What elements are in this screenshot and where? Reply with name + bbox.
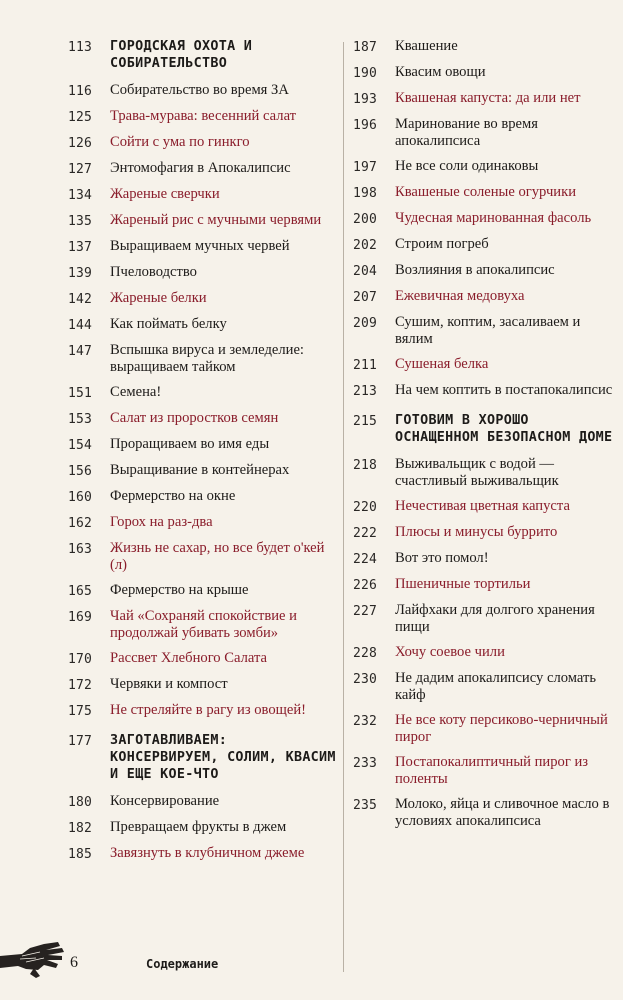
toc-entry-title: Квашение bbox=[395, 38, 458, 54]
toc-entry bbox=[68, 134, 336, 152]
toc-entry-title: ГОТОВИМ В ХОРОШО ОСНАЩЕННОМ БЕЗОПАСНОМ ДОМЕ bbox=[395, 413, 613, 445]
toc-page-number: 165 bbox=[68, 584, 93, 599]
toc-entry bbox=[68, 650, 336, 668]
toc-page-number: 224 bbox=[353, 552, 378, 567]
toc-page-number: 222 bbox=[353, 526, 378, 541]
toc-entry bbox=[68, 384, 336, 402]
toc-recipe-title: Не все коту персиково-черничный пирог bbox=[395, 712, 608, 745]
toc-page-number: 215 bbox=[353, 414, 378, 429]
toc-page-number: 185 bbox=[68, 847, 93, 862]
toc-page-number: 151 bbox=[68, 386, 93, 401]
toc-page-number: 193 bbox=[353, 92, 378, 107]
toc-entry-title: Фермерство на крыше bbox=[110, 582, 249, 598]
toc-entry bbox=[353, 550, 615, 568]
toc-page-number: 207 bbox=[353, 290, 378, 305]
toc-recipe-title: Пшеничные тортильи bbox=[395, 576, 531, 592]
footer-section-label: Содержание bbox=[146, 957, 219, 971]
toc-recipe-title: Завязнуть в клубничном джеме bbox=[110, 845, 305, 861]
toc-entry bbox=[353, 314, 615, 348]
toc-recipe-title: Не стреляйте в рагу из овощей! bbox=[110, 702, 307, 718]
toc-recipe-title: Постапокалиптичный пирог из поленты bbox=[395, 754, 589, 787]
toc-entry bbox=[68, 316, 336, 334]
toc-entry bbox=[68, 238, 336, 256]
toc-recipe-title: Салат из проростков семян bbox=[110, 410, 279, 426]
toc-entry bbox=[68, 845, 336, 863]
toc-entry bbox=[353, 90, 615, 108]
toc-entry bbox=[353, 602, 615, 636]
toc-page-number: 127 bbox=[68, 162, 93, 177]
toc-page-number: 153 bbox=[68, 412, 93, 427]
toc-entry-title: Молоко, яйца и сливочное масло в условиях апокалипсиса bbox=[395, 796, 610, 829]
page-footer bbox=[0, 938, 623, 988]
toc-section-heading bbox=[68, 38, 336, 72]
toc-page-number: 202 bbox=[353, 238, 378, 253]
toc-entry bbox=[68, 488, 336, 506]
toc-entry bbox=[68, 410, 336, 428]
toc-page-number: 197 bbox=[353, 160, 378, 175]
toc-page-number: 139 bbox=[68, 266, 93, 281]
toc-page-number: 227 bbox=[353, 604, 378, 619]
toc-entry bbox=[68, 290, 336, 308]
toc-page-number: 220 bbox=[353, 500, 378, 515]
toc-entry-title: Вспышка вируса и земледелие: выращиваем тайком bbox=[110, 342, 304, 375]
toc-entry-title: Как поймать белку bbox=[110, 316, 227, 332]
toc-page-number: 211 bbox=[353, 358, 378, 373]
toc-page-number: 204 bbox=[353, 264, 378, 279]
toc-entry bbox=[353, 210, 615, 228]
toc-entry-title: Проращиваем во имя еды bbox=[110, 436, 270, 452]
toc-page-number: 235 bbox=[353, 798, 378, 813]
toc-page-number: 213 bbox=[353, 384, 378, 399]
toc-page-number: 163 bbox=[68, 542, 93, 557]
page-number: 6 bbox=[70, 954, 78, 971]
toc-entry-title: Консервирование bbox=[110, 793, 220, 809]
toc-recipe-title: Чай «Сохраняй спокойствие и продолжай убивать зомби» bbox=[110, 608, 297, 641]
toc-recipe-title: Жизнь не сахар, но все будет о'кей (л) bbox=[110, 540, 325, 573]
toc-page-number: 142 bbox=[68, 292, 93, 307]
toc-entry-title: На чем коптить в постапокалипсис bbox=[395, 382, 613, 398]
toc-page-number: 200 bbox=[353, 212, 378, 227]
toc-entry-title: Фермерство на окне bbox=[110, 488, 236, 504]
toc-page-number: 230 bbox=[353, 672, 378, 687]
toc-page-number: 116 bbox=[68, 84, 93, 99]
toc-page-number: 198 bbox=[353, 186, 378, 201]
toc-entry-title: ЗАГОТАВЛИВАЕМ: КОНСЕРВИРУЕМ, СОЛИМ, КВАСИМ И ЕЩЕ КОЕ-ЧТО bbox=[110, 733, 336, 782]
toc-page-number: 144 bbox=[68, 318, 93, 333]
toc-entry bbox=[68, 540, 336, 574]
toc-entry-title: Энтомофагия в Апокалипсис bbox=[110, 160, 291, 176]
toc-entry bbox=[353, 288, 615, 306]
toc-entry bbox=[353, 644, 615, 662]
toc-entry bbox=[68, 264, 336, 282]
toc-recipe-title: Сойти с ума по гинкго bbox=[110, 134, 250, 150]
toc-entry-title: Выращиваем мучных червей bbox=[110, 238, 290, 254]
toc-entry-title: Выращивание в контейнерах bbox=[110, 462, 290, 478]
toc-entry bbox=[68, 702, 336, 720]
toc-entry bbox=[353, 576, 615, 594]
toc-entry bbox=[353, 382, 615, 400]
toc-recipe-title: Плюсы и минусы буррито bbox=[395, 524, 558, 540]
toc-page-number: 154 bbox=[68, 438, 93, 453]
toc-entry bbox=[68, 676, 336, 694]
toc-recipe-title: Жареные сверчки bbox=[110, 186, 220, 202]
toc-recipe-title: Рассвет Хлебного Салата bbox=[110, 650, 268, 666]
toc-entry-title: Собирательство во время ЗА bbox=[110, 82, 289, 98]
toc-entry bbox=[68, 462, 336, 480]
toc-recipe-title: Чудесная маринованная фасоль bbox=[395, 210, 592, 226]
toc-entry-title: Червяки и компост bbox=[110, 676, 228, 692]
toc-recipe-title: Нечестивая цветная капуста bbox=[395, 498, 570, 514]
toc-page-number: 113 bbox=[68, 40, 93, 55]
toc-page-number: 182 bbox=[68, 821, 93, 836]
toc-entry-title: Квасим овощи bbox=[395, 64, 486, 80]
column-divider bbox=[343, 42, 344, 972]
toc-entry-title: Вот это помол! bbox=[395, 550, 489, 566]
toc-page-number: 177 bbox=[68, 734, 93, 749]
toc-page-number: 125 bbox=[68, 110, 93, 125]
toc-entry bbox=[68, 514, 336, 532]
toc-page-number: 196 bbox=[353, 118, 378, 133]
toc-entry bbox=[353, 670, 615, 704]
toc-entry-title: Превращаем фрукты в джем bbox=[110, 819, 287, 835]
toc-entry-title: Не все соли одинаковы bbox=[395, 158, 539, 174]
toc-entry-title: Выживальщик с водой — счастливый выживальщик bbox=[395, 456, 559, 489]
toc-entry bbox=[353, 712, 615, 746]
toc-page-number: 135 bbox=[68, 214, 93, 229]
toc-left-column bbox=[68, 38, 336, 871]
toc-entry-title: Пчеловодство bbox=[110, 264, 197, 280]
toc-entry bbox=[68, 436, 336, 454]
toc-entry bbox=[353, 498, 615, 516]
toc-entry bbox=[353, 158, 615, 176]
toc-entry bbox=[68, 82, 336, 100]
toc-page-number: 126 bbox=[68, 136, 93, 151]
toc-page-number: 172 bbox=[68, 678, 93, 693]
toc-section-heading bbox=[353, 412, 615, 446]
toc-page-number: 160 bbox=[68, 490, 93, 505]
toc-entry-title: Строим погреб bbox=[395, 236, 489, 252]
toc-page-number: 170 bbox=[68, 652, 93, 667]
toc-page-number: 156 bbox=[68, 464, 93, 479]
toc-entry-title: Не дадим апокалипсису сломать кайф bbox=[395, 670, 597, 703]
toc-recipe-title: Горох на раз-два bbox=[110, 514, 213, 530]
toc-page-number: 226 bbox=[353, 578, 378, 593]
toc-page-number: 232 bbox=[353, 714, 378, 729]
toc-recipe-title: Ежевичная медовуха bbox=[395, 288, 525, 304]
toc-entry bbox=[68, 186, 336, 204]
toc-entry bbox=[353, 116, 615, 150]
toc-entry-title: ГОРОДСКАЯ ОХОТА И СОБИРАТЕЛЬСТВО bbox=[110, 39, 253, 71]
toc-page-number: 233 bbox=[353, 756, 378, 771]
toc-section-heading bbox=[68, 732, 336, 783]
toc-entry bbox=[353, 236, 615, 254]
toc-entry bbox=[68, 212, 336, 230]
toc-entry bbox=[353, 754, 615, 788]
toc-entry-title: Маринование во время апокалипсиса bbox=[395, 116, 538, 149]
toc-page-number: 187 bbox=[353, 40, 378, 55]
toc-entry bbox=[68, 160, 336, 178]
toc-recipe-title: Квашеная капуста: да или нет bbox=[395, 90, 581, 106]
toc-page-number: 228 bbox=[353, 646, 378, 661]
toc-entry-title: Сушим, коптим, засаливаем и вялим bbox=[395, 314, 581, 347]
toc-page-number: 134 bbox=[68, 188, 93, 203]
toc-entry bbox=[68, 582, 336, 600]
toc-entry bbox=[353, 356, 615, 374]
toc-right-column bbox=[353, 38, 615, 838]
toc-entry bbox=[353, 184, 615, 202]
toc-recipe-title: Хочу соевое чили bbox=[395, 644, 505, 660]
toc-page-number: 209 bbox=[353, 316, 378, 331]
toc-page-number: 169 bbox=[68, 610, 93, 625]
toc-page-number: 190 bbox=[353, 66, 378, 81]
toc-page-number: 162 bbox=[68, 516, 93, 531]
toc-entry bbox=[353, 456, 615, 490]
toc-entry bbox=[353, 796, 615, 830]
toc-recipe-title: Жареные белки bbox=[110, 290, 207, 306]
toc-page-number: 175 bbox=[68, 704, 93, 719]
toc-recipe-title: Жареный рис с мучными червями bbox=[110, 212, 322, 228]
toc-recipe-title: Трава-мурава: весенний салат bbox=[110, 108, 297, 124]
toc-page-number: 147 bbox=[68, 344, 93, 359]
toc-entry bbox=[353, 38, 615, 56]
toc-page-number: 180 bbox=[68, 795, 93, 810]
toc-entry-title: Возлияния в апокалипсис bbox=[395, 262, 555, 278]
toc-entry-title: Лайфхаки для долгого хранения пищи bbox=[395, 602, 595, 635]
toc-recipe-title: Сушеная белка bbox=[395, 356, 489, 372]
toc-entry bbox=[68, 608, 336, 642]
toc-entry bbox=[353, 262, 615, 280]
toc-recipe-title: Квашеные соленые огурчики bbox=[395, 184, 577, 200]
toc-entry bbox=[353, 64, 615, 82]
toc-entry-title: Семена! bbox=[110, 384, 162, 400]
zombie-hand-icon bbox=[0, 938, 68, 984]
toc-entry bbox=[353, 524, 615, 542]
toc-entry bbox=[68, 793, 336, 811]
toc-page-number: 137 bbox=[68, 240, 93, 255]
toc-entry bbox=[68, 108, 336, 126]
toc-entry bbox=[68, 342, 336, 376]
toc-entry bbox=[68, 819, 336, 837]
toc-page-number: 218 bbox=[353, 458, 378, 473]
